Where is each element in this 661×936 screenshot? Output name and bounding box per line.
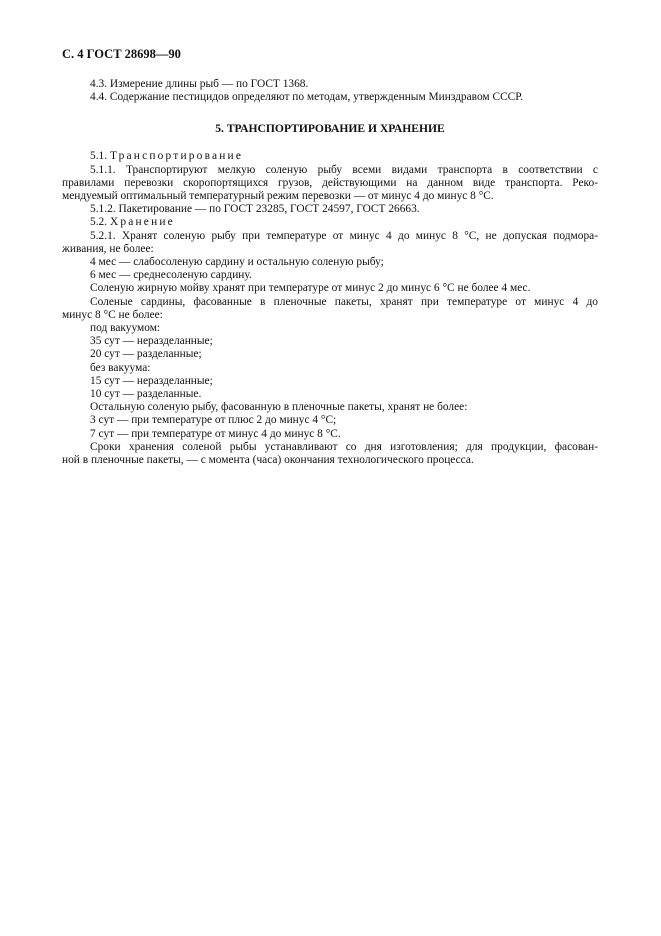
heading-text: Хранение: [109, 216, 175, 229]
vacuum-heading: под вакуумом:: [90, 322, 161, 335]
paragraph-5-2-1-line-1: 5.2.1. Хранят соленую рыбу при температуре от минус 4 до минус 8 °С, не допуская подмора-: [90, 229, 598, 242]
page-header: С. 4 ГОСТ 28698—90: [62, 47, 181, 61]
paragraph-4-3: 4.3. Измерение длины рыб — по ГОСТ 1368.: [90, 78, 309, 90]
subsection-5-1-heading: [62, 150, 598, 163]
paragraph-5-1-1-line-2: правилами перевозки скоропортящихся грузов, действующими на данном виде транспорта. Реко-: [62, 176, 598, 189]
paragraph-sardine-line-1: Соленые сардины, фасованные в пленочные пакеты, хранят при температуре от минус 4 до: [90, 295, 598, 308]
heading-number: 5.2.: [90, 216, 110, 229]
heading-text: Транспортирование: [109, 150, 244, 163]
list-item: 7 сут — при температуре от минус 4 до минус 8 °С.: [90, 427, 341, 440]
paragraph-4-4: 4.4. Содержание пестицидов определяют по методам, утвержденным Минздравом СССР.: [90, 91, 524, 104]
list-item: 35 сут — неразделанные;: [90, 335, 213, 348]
paragraph-5-2-1-line-2: живания, не более:: [62, 242, 154, 255]
paragraph-5-1-1-line-3: мендуемый оптимальный температурный режим перевозки — от минус 4 до минус 8 °С.: [62, 190, 494, 203]
section-title: 5. ТРАНСПОРТИРОВАНИЕ И ХРАНЕНИЕ: [215, 122, 445, 136]
paragraph-terms-line-1: Сроки хранения соленой рыбы устанавливают со дня изготовления; для продукции, фасован-: [90, 440, 598, 453]
paragraph-sardine-line-2: минус 8 °С не более:: [62, 308, 163, 321]
paragraph-terms-line-2: ной в пленочные пакеты, — с момента (часа) окончания технологического процесса.: [62, 454, 474, 467]
list-item: 4 мес — слабосоленую сардину и остальную соленую рыбу;: [90, 256, 384, 269]
subsection-5-2-heading: [62, 216, 598, 229]
no-vacuum-heading: без вакуума:: [90, 361, 151, 374]
paragraph-5-1-2: 5.1.2. Пакетирование — по ГОСТ 23285, ГОСТ 24597, ГОСТ 26663.: [90, 203, 420, 216]
heading-number: 5.1.: [90, 150, 110, 163]
list-item: 15 сут — неразделанные;: [90, 374, 213, 387]
paragraph-5-1-1-line-1: 5.1.1. Транспортируют мелкую соленую рыбу всеми видами транспорта в соответствии с: [90, 163, 598, 176]
list-item: 6 мес — среднесоленую сардину.: [90, 269, 252, 282]
document-body: [62, 78, 598, 467]
paragraph-capelin: Соленую жирную мойву хранят при температуре от минус 2 до минус 6 °С не более 4 мес.: [90, 282, 531, 295]
paragraph-rest-fish: Остальную соленую рыбу, фасованную в пленочные пакеты, хранят не более:: [90, 401, 468, 414]
list-item: 3 сут — при температуре от плюс 2 до минус 4 °С;: [90, 414, 337, 427]
list-item: 10 сут — разделанные.: [90, 388, 202, 401]
list-item: 20 сут — разделанные;: [90, 348, 202, 361]
